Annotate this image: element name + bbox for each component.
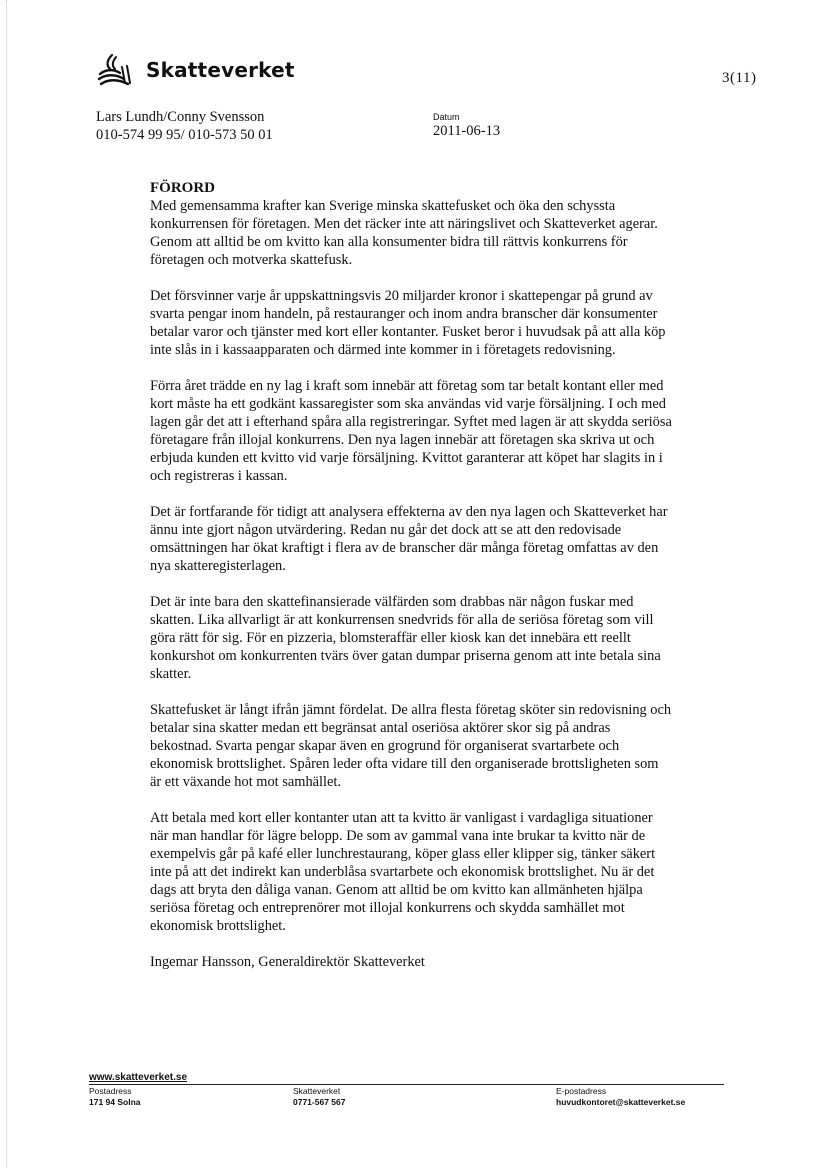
- letter-body: [150, 179, 672, 989]
- logo-text: Skatteverket: [146, 58, 295, 82]
- paragraph: Skattefusket är långt ifrån jämnt fördelat. De allra flesta företag sköter sin redovisning och betalar sina skatter medan ett begränsat antal oseriösa aktörer skor sig på andras bekostnad. Svarta pengar skapar även en grogrund för organiserat svartarbete och ekonomisk brottslighet. Spåren leder ofta vidare till den organiserade brottsligheten som är ett växande hot mot samhället.: [150, 702, 672, 790]
- postal-value: 171 94 Solna: [89, 1097, 141, 1107]
- date-block: [433, 112, 500, 140]
- website-link[interactable]: www.skatteverket.se: [89, 1072, 188, 1083]
- sender-names: Lars Lundh/Conny Svensson: [96, 109, 265, 125]
- paragraph: Det är fortfarande för tidigt att analysera effekterna av den nya lagen och Skatteverket har ännu inte gjort någon utvärdering. Redan nu går det dock att se att den redovisade omsättningen har ökat kraftigt i flera av de branscher där många företag omfattas av den nya skatteregisterlagen.: [150, 504, 668, 574]
- email-label: E-postadress: [556, 1086, 607, 1096]
- paragraph: Det försvinner varje år uppskattningsvis 20 miljarder kronor i skattepengar på grund av svarta pengar inom handeln, på restauranger och inom andra branscher där konsumenter betalar varor och tjänster med kort eller kontanter. Fusket beror i huvudsak på att alla köp inte slås in i kassaapparaten och därmed inte kommer in i företagets redovisning.: [150, 288, 666, 358]
- footer-phone: [293, 1086, 345, 1108]
- phone-value: 0771-567 567: [293, 1097, 346, 1107]
- sender-phones: 010-574 99 95/ 010-573 50 01: [96, 127, 273, 143]
- paragraph: Det är inte bara den skattefinansierade välfärden som drabbas när någon fuskar med skatten. Lika allvarligt är att konkurrensen snedvrids för alla de seriösa företag som vill göra rätt för sig. För en pizzeria, blomsteraffär eller kiosk kan det innebära ett reellt konkurshot om konkurrenten tvärs över gatan dumpar priserna genom att inte betala sina skatter.: [150, 594, 661, 682]
- email-value[interactable]: huvudkontoret@skatteverket.se: [556, 1097, 686, 1107]
- paragraph: Med gemensamma krafter kan Sverige minska skattefusket och öka den schyssta konkurrensen för företagen. Men det räcker inte att näringslivet och Skatteverket agerar. Genom att alltid be om kvitto kan alla konsumenter bidra till rättvis konkurrens för företagen och motverka skattefusk.: [150, 198, 658, 268]
- footer-postal: [89, 1086, 141, 1108]
- sender-block: [96, 108, 273, 144]
- date-value: 2011-06-13: [433, 123, 501, 139]
- footer-divider: [89, 1084, 724, 1085]
- logo: [96, 50, 295, 90]
- signature: Ingemar Hansson, Generaldirektör Skatteverket: [150, 954, 425, 970]
- phone-label: Skatteverket: [293, 1086, 341, 1096]
- scan-edge: [6, 0, 8, 1168]
- footer-email: [556, 1086, 685, 1108]
- paragraph: Förra året trädde en ny lag i kraft som innebär att företag som tar betalt kontant eller med kort måste ha ett godkänt kassaregister som ska användas vid varje försäljning. I och med lagen går det att i efterhand spåra alla registreringar. Syftet med lagen är att skydda seriösa företagare från illojal konkurrens. Den nya lagen innebär att företagen ska skriva ut och erbjuda kunden ett kvitto vid varje försäljning. Kvittot garanterar att köpet har slagits in i och registreras i kassan.: [150, 378, 672, 484]
- section-heading: FÖRORD: [150, 180, 215, 196]
- postal-label: Postadress: [89, 1086, 132, 1096]
- page-number: 3(11): [722, 70, 757, 86]
- skatteverket-emblem-icon: [96, 52, 132, 88]
- paragraph: Att betala med kort eller kontanter utan att ta kvitto är vanligast i vardagliga situationer när man handlar för lägre belopp. De som av gammal vana inte brukar ta kvitto när de exempelvis går på kafé eller lunchrestaurang, köper glass eller klipper sig, tänker säkert inte på att det indirekt kan underblåsa svartarbete och ekonomisk brottslighet. Nu är det dags att bryta den dåliga vanan. Genom att alltid be om kvitto kan allmänheten hjälpa seriösa företag och entreprenörer mot illojal konkurrens och skydda samhället mot ekonomisk brottslighet.: [150, 810, 656, 934]
- date-label: Datum: [433, 112, 460, 122]
